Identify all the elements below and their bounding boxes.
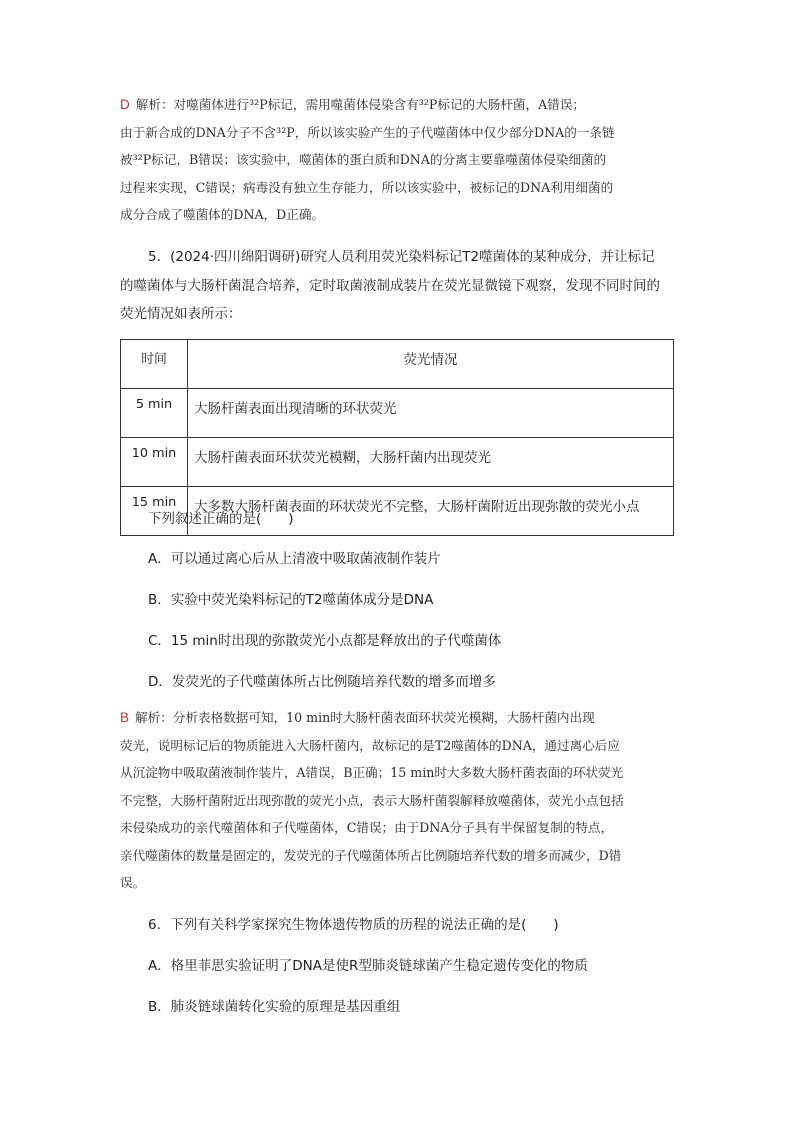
explanation-line: 由于新合成的DNA分子不含³²P，所以该实验产生的子代噬菌体中仅少部分DNA的一条链 [120,124,615,140]
table-header-time: 时间 [121,340,188,389]
option-b[interactable]: B．肺炎链球菌转化实验的原理是基因重组 [148,999,401,1015]
question-5-stem [120,243,680,329]
explanation-line: 未侵染成功的亲代噬菌体和子代噬菌体，C错误；由于DNA分子具有半保留复制的特点， [120,820,614,835]
table-cell-desc: 大肠杆菌表面环状荧光模糊，大肠杆菌内出现荧光 [188,438,674,487]
explanation-line: D 解析：对噬菌体进行³²P标记，需用噬菌体侵染含有³²P标记的大肠杆菌，A错误； [120,97,585,112]
table-cell-time: 5 min [121,389,188,438]
table-header-fluorescence: 荧光情况 [188,340,674,389]
stem-line: 荧光情况如表所示： [120,306,242,322]
explanation-line: 不完整，大肠杆菌附近出现弥散的荧光小点，表示大肠杆菌裂解释放噬菌体，荧光小点包括 [120,792,624,808]
explanation-line: 荧光，说明标记后的物质能进入大肠杆菌内，故标记的是T2噬菌体的DNA，通过离心后应 [120,737,620,753]
answer-letter: B [120,710,130,725]
question-5-prompt: 下列叙述正确的是( ) [148,511,294,527]
option-c[interactable]: C．15 min时出现的弥散荧光小点都是释放出的子代噬菌体 [148,633,502,649]
explanation-line: 被³²P标记，B错误；该实验中，噬菌体的蛋白质和DNA的分离主要靠噬菌体侵染细菌的 [120,152,607,167]
explanation-5 [120,704,680,897]
answer-letter: D [120,97,130,112]
table-cell-desc: 大肠杆菌表面出现清晰的环状荧光 [188,389,674,438]
explanation-line: 误。 [120,875,146,890]
explanation-4 [120,91,680,229]
table-header-row [121,340,674,389]
explanation-line: B 解析：分析表格数据可知，10 min时大肠杆菌表面环状荧光模糊，大肠杆菌内出现 [120,710,595,725]
stem-line: 的噬菌体与大肠杆菌混合培养，定时取菌液制成装片在荧光显微镜下观察，发现不同时间的 [120,277,660,294]
explanation-line: 亲代噬菌体的数量是固定的，发荧光的子代噬菌体所占比例随培养代数的增多而减少，D错 [120,847,622,863]
option-d[interactable]: D．发荧光的子代噬菌体所占比例随培养代数的增多而增多 [148,674,496,690]
explanation-line: 成分合成了噬菌体的DNA，D正确。 [120,207,325,222]
stem-line: 5．(2024·四川绵阳调研)研究人员利用荧光染料标记T2噬菌体的某种成分，并让标记 [148,249,655,265]
option-b[interactable]: B．实验中荧光染料标记的T2噬菌体成分是DNA [148,592,434,608]
option-a[interactable]: A．格里菲思实验证明了DNA是使R型肺炎链球菌产生稳定遗传变化的物质 [148,958,588,974]
table-row [121,438,674,487]
explanation-line: 从沉淀物中吸取菌液制作装片，A错误，B正确；15 min时大多数大肠杆菌表面的环状荧光 [120,765,624,780]
table-row [121,389,674,438]
table-cell-time: 10 min [121,438,188,487]
table-cell-time: 15 min [121,487,188,536]
explanation-line: 过程来实现，C错误；病毒没有独立生存能力，所以该实验中，被标记的DNA利用细菌的 [120,179,614,195]
option-a[interactable]: A．可以通过离心后从上清液中吸取菌液制作装片 [148,551,441,567]
table-cell-desc: 大多数大肠杆菌表面的环状荧光不完整，大肠杆菌附近出现弥散的荧光小点 [188,487,674,536]
question-6-stem: 6．下列有关科学家探究生物体遗传物质的历程的说法正确的是( ) [148,917,559,933]
